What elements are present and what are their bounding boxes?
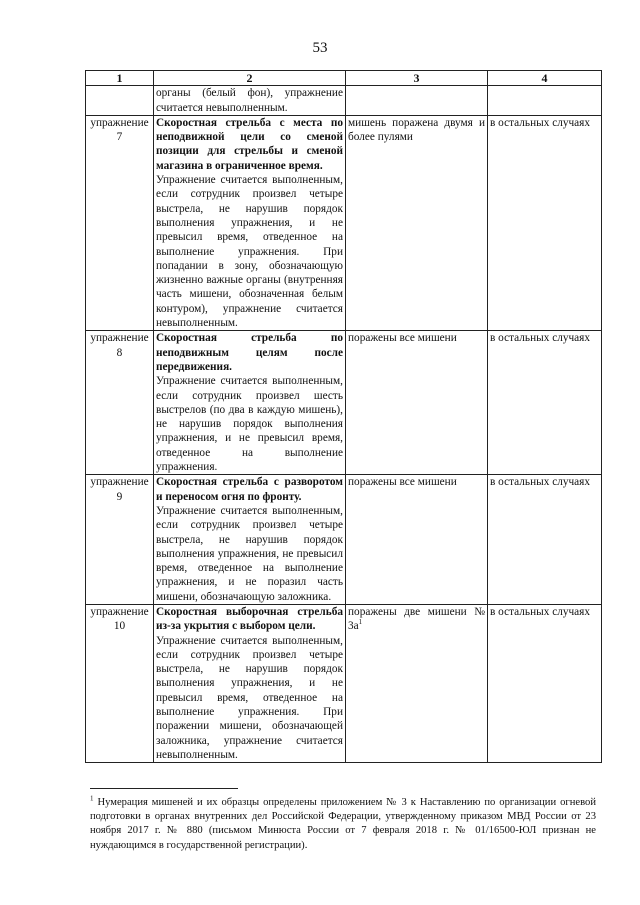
- column-header: 4: [488, 71, 602, 86]
- footnote: [90, 796, 596, 853]
- table-header-row: [86, 71, 602, 86]
- footnote-ref: 1: [358, 618, 363, 627]
- exercise-label: упражнение 9: [86, 475, 154, 605]
- success-condition: [346, 331, 488, 475]
- column-header: 1: [86, 71, 154, 86]
- failure-condition: в остальных случаях: [488, 604, 602, 762]
- exercise-content: [154, 115, 346, 330]
- exercise-description: Упражнение считается выполненным, если сотрудник произвел четыре выстрела, не нарушив порядок выполнения упражнения, не превысил время, отведенное на выполнение упражнения, и не поразил часть мишени, обозначающую заложника.: [156, 504, 343, 603]
- exercise-title: Скоростная стрельба по неподвижным целям после передвижения.: [156, 332, 343, 373]
- continuation-row: [86, 86, 602, 116]
- failure-condition: в остальных случаях: [488, 115, 602, 330]
- exercise-title: Скоростная выборочная стрельба из-за укрытия с выбором цели.: [156, 605, 343, 633]
- continuation-text: органы (белый фон), упражнение считается невыполненным.: [154, 86, 346, 116]
- footnote-marker: 1: [90, 794, 94, 803]
- footnote-divider: [90, 788, 238, 789]
- failure-condition: в остальных случаях: [488, 475, 602, 605]
- exercise-content: [154, 331, 346, 475]
- exercise-description: Упражнение считается выполненным, если сотрудник произвел четыре выстрела, не нарушив порядок выполнения упражнения, и не превысил время, отведенное на выполнение упражнения. При попадании в зону, обозначающую жизненно важные органы (внутренняя часть мишени, обозначенная белым контуром), упражнение считается невыполненным.: [156, 174, 343, 330]
- success-condition: [346, 604, 488, 762]
- table-row: [86, 331, 602, 475]
- exercise-label: упражнение 8: [86, 331, 154, 475]
- exercise-description: Упражнение считается выполненным, если сотрудник произвел шесть выстрелов (по два в каждую мишень), не нарушив порядок выполнения упражнения, и не превысил время, отведенное на выполнение упражнения.: [156, 375, 343, 474]
- table-row: [86, 475, 602, 605]
- success-condition: [346, 475, 488, 605]
- exercise-description: Упражнение считается выполненным, если сотрудник произвел четыре выстрела, не нарушив порядок выполнения упражнения, и не превысил время, отведенное на выполнение упражнения. При поражении мишени, обозначающей заложника, упражнение считается невыполненным.: [156, 634, 343, 761]
- exercise-title: Скоростная стрельба с места по неподвижной цели со сменой позиции для стрельбы и сменой магазина в ограниченное время.: [156, 116, 343, 172]
- success-condition-text: поражены все мишени: [348, 476, 457, 489]
- column-header: 3: [346, 71, 488, 86]
- footnote-text: Нумерация мишеней и их образцы определены приложением № 3 к Наставлению по организации огневой подготовки в органах внутренних дел Российской Федерации, утвержденному приказом МВД России от 23 ноября 2017 г. № 880 (письмом Минюста России от 7 февраля 2018 г. № 01/16500-ЮЛ признан не нуждающимся в государственной регистрации).: [90, 797, 596, 851]
- exercise-title: Скоростная стрельба с разворотом и переносом огня по фронту.: [156, 476, 343, 503]
- column-header: 2: [154, 71, 346, 86]
- success-condition-text: мишень поражена двумя и более пулями: [348, 116, 485, 144]
- success-condition-text: поражены две мишени № 3а: [348, 605, 485, 633]
- table-row: [86, 115, 602, 330]
- success-condition-text: поражены все мишени: [348, 332, 457, 345]
- success-condition: [346, 115, 488, 330]
- exercise-label: упражнение 7: [86, 115, 154, 330]
- exercise-label: упражнение 10: [86, 604, 154, 762]
- exercise-content: [154, 475, 346, 605]
- failure-condition: в остальных случаях: [488, 331, 602, 475]
- exercises-table: [85, 70, 602, 763]
- table-row: [86, 604, 602, 762]
- page-number: 53: [312, 40, 328, 56]
- exercise-content: [154, 604, 346, 762]
